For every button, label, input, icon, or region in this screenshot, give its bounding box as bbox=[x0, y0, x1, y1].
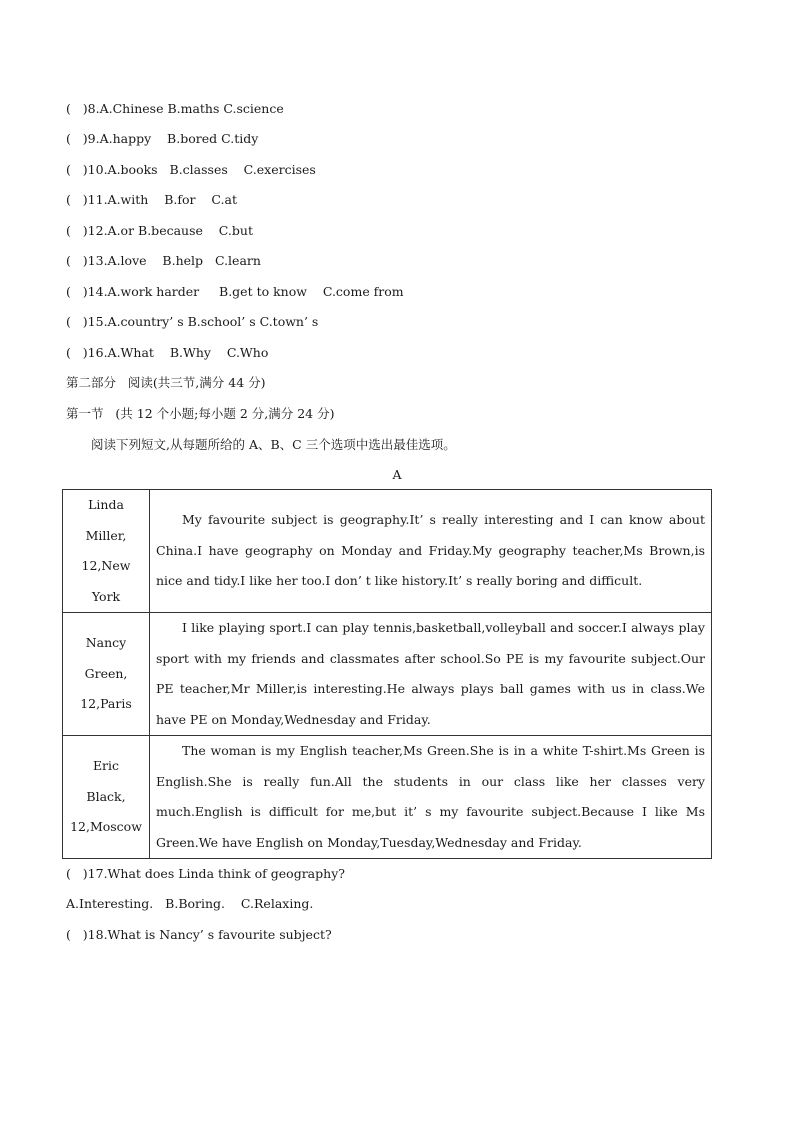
table-row bbox=[63, 736, 712, 859]
question-18: ( )18.What is Nancy’ s favourite subject? bbox=[66, 927, 332, 942]
name-line: Eric bbox=[92, 758, 120, 774]
question-17: ( )17.What does Linda think of geography? bbox=[66, 866, 345, 881]
passage-text: I like playing sport.I can play tennis,basketball,volleyball and soccer.I always play sport with my friends and classmates after school.So PE is my favourite subject.Our PE teacher,Mr Miller,is interesting.He always plays ball games with us in class.We have PE on Monday,Wednesday and Friday. bbox=[156, 620, 705, 727]
name-line: Miller, bbox=[85, 527, 127, 543]
passage-text-cell bbox=[150, 490, 712, 613]
passage-text-cell bbox=[150, 736, 712, 859]
person-cell bbox=[63, 490, 150, 613]
question-16: ( )16.A.What B.Why C.Who bbox=[66, 345, 269, 360]
name-line: Black, bbox=[86, 788, 126, 804]
name-line: 12,New bbox=[81, 558, 131, 573]
name-line: York bbox=[91, 588, 121, 604]
question-14: ( )14.A.work harder B.get to know C.come from bbox=[66, 284, 404, 299]
name-line: Nancy bbox=[85, 635, 127, 651]
person-cell bbox=[63, 613, 150, 736]
question-11: ( )11.A.with B.for C.at bbox=[66, 192, 237, 207]
table-row bbox=[63, 613, 712, 736]
section-title: 第二部分 阅读(共三节,满分 44 分) bbox=[66, 375, 266, 390]
question-15: ( )15.A.country’ s B.school’ s C.town’ s bbox=[66, 314, 319, 329]
subsection-title: 第一节 (共 12 个小题;每小题 2 分,满分 24 分) bbox=[66, 406, 335, 421]
instruction: 阅读下列短文,从每题所给的 A、B、C 三个选项中选出最佳选项。 bbox=[91, 437, 456, 452]
question-9: ( )9.A.happy B.bored C.tidy bbox=[66, 131, 259, 146]
name-line: 12,Moscow bbox=[70, 819, 142, 835]
name-line: Linda bbox=[88, 497, 124, 512]
person-cell bbox=[63, 736, 150, 859]
question-17-options: A.Interesting. B.Boring. C.Relaxing. bbox=[66, 896, 314, 911]
question-12: ( )12.A.or B.because C.but bbox=[66, 223, 253, 238]
passage-text: My favourite subject is geography.It’ s really interesting and I can know about China.I have geography on Monday and Friday.My geography teacher,Ms Brown,is nice and tidy.I like her too.I don’ t like history.It’ s really boring and difficult. bbox=[156, 512, 705, 589]
passage-label: A bbox=[392, 467, 402, 482]
question-8: ( )8.A.Chinese B.maths C.science bbox=[66, 101, 284, 116]
passage-text-cell bbox=[150, 613, 712, 736]
table-row bbox=[63, 490, 712, 613]
name-line: Green, bbox=[84, 665, 128, 681]
name-line: 12,Paris bbox=[80, 696, 132, 712]
passage-text: The woman is my English teacher,Ms Green.She is in a white T-shirt.Ms Green is English.She is really fun.All the students in our class like her classes very much.English is difficult for me,but it’ s my favourite subject.Because I like Ms Green.We have English on Monday,Tuesday,Wednesday and Friday. bbox=[156, 743, 705, 850]
question-13: ( )13.A.love B.help C.learn bbox=[66, 253, 261, 268]
question-10: ( )10.A.books B.classes C.exercises bbox=[66, 162, 316, 177]
passage-table bbox=[62, 489, 712, 859]
